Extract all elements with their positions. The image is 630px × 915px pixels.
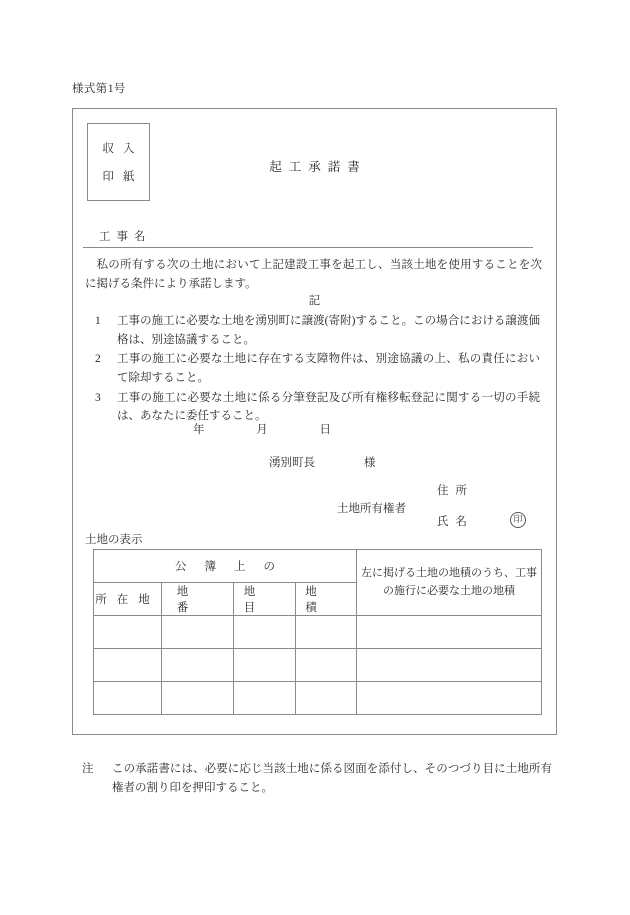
intro-paragraph: 私の所有する次の土地において上記建設工事を起工し、当該土地を使用することを次に掲げる条件により承諾します。 — [85, 259, 542, 290]
land-section-caption: 土地の表示 — [85, 534, 143, 546]
revenue-stamp-line-2: 印紙 — [102, 171, 144, 183]
cell-shozaichi[interactable] — [94, 616, 162, 649]
cell-chimoku[interactable] — [234, 682, 296, 715]
revenue-stamp-line-1: 収入 — [102, 143, 144, 155]
cell-required-area[interactable] — [357, 682, 542, 715]
condition-number: 1 — [95, 315, 101, 327]
table-header-group-row — [94, 550, 542, 583]
conditions-list — [91, 312, 540, 427]
cell-shozaichi[interactable] — [94, 682, 162, 715]
cell-chiban[interactable] — [162, 682, 234, 715]
header-chimoku: 地目 — [234, 583, 296, 616]
condition-number: 3 — [95, 391, 101, 404]
date-month-label: 月 — [256, 424, 268, 436]
land-owner-label: 土地所有権者 — [337, 503, 406, 515]
condition-item — [91, 312, 540, 349]
cell-chimoku[interactable] — [234, 649, 296, 682]
footer-note-text: この承諾書には、必要に応じ当該土地に係る図面を添付し、そのつづり目に土地所有権者の割り印を押印すること。 — [112, 763, 552, 794]
footer-note — [82, 760, 552, 797]
seal-stamp-icon: 印 — [510, 512, 526, 528]
table-row — [94, 649, 542, 682]
ki-mark: 記 — [308, 295, 321, 307]
date-day-label: 日 — [319, 424, 331, 436]
header-shozaichi: 所在地 — [94, 583, 162, 616]
addressee-honorific: 様 — [363, 457, 376, 469]
header-required-area: 左に掲げる土地の地積のうち、工事の施行に必要な土地の地積 — [357, 550, 542, 616]
table-row — [94, 682, 542, 715]
condition-text: 工事の施工に必要な土地に存在する支障物件は、別途協議の上、私の責任において除却すること。 — [117, 353, 540, 384]
land-table — [93, 549, 542, 715]
cell-shozaichi[interactable] — [94, 649, 162, 682]
cell-chiseki[interactable] — [296, 649, 357, 682]
condition-text: 工事の施工に必要な土地を湧別町に譲渡(寄附)すること。この場合における譲渡価格は、別途協議すること。 — [117, 315, 540, 346]
table-row — [94, 616, 542, 649]
cell-chiseki[interactable] — [296, 682, 357, 715]
addressee-name: 湧別町長 — [269, 457, 315, 469]
project-name-field — [83, 227, 533, 248]
cell-chiban[interactable] — [162, 616, 234, 649]
cell-required-area[interactable] — [357, 649, 542, 682]
date-line[interactable] — [193, 421, 331, 437]
header-koubo-jou-no: 公簿上の — [94, 550, 357, 583]
form-id-label: 様式第1号 — [72, 83, 126, 95]
cell-chimoku[interactable] — [234, 616, 296, 649]
header-chiban: 地番 — [162, 583, 234, 616]
condition-item — [91, 350, 540, 387]
condition-text: 工事の施工に必要な土地に係る分筆登記及び所有権移転登記に関する一切の手続は、あなたに委任すること。 — [117, 391, 540, 423]
document-title: 起工承諾書 — [269, 160, 367, 174]
cell-chiban[interactable] — [162, 649, 234, 682]
addressee-line — [269, 454, 375, 470]
cell-chiseki[interactable] — [296, 616, 357, 649]
condition-number: 2 — [95, 353, 101, 366]
project-name-label: 工事名 — [99, 231, 152, 243]
header-chiseki: 地積 — [296, 583, 357, 616]
document-frame — [72, 108, 557, 735]
footer-note-label: 注 — [82, 763, 94, 775]
owner-name-label: 氏名 — [437, 516, 474, 528]
owner-address-label: 住所 — [437, 485, 474, 497]
cell-required-area[interactable] — [357, 616, 542, 649]
date-year-label: 年 — [193, 424, 205, 436]
